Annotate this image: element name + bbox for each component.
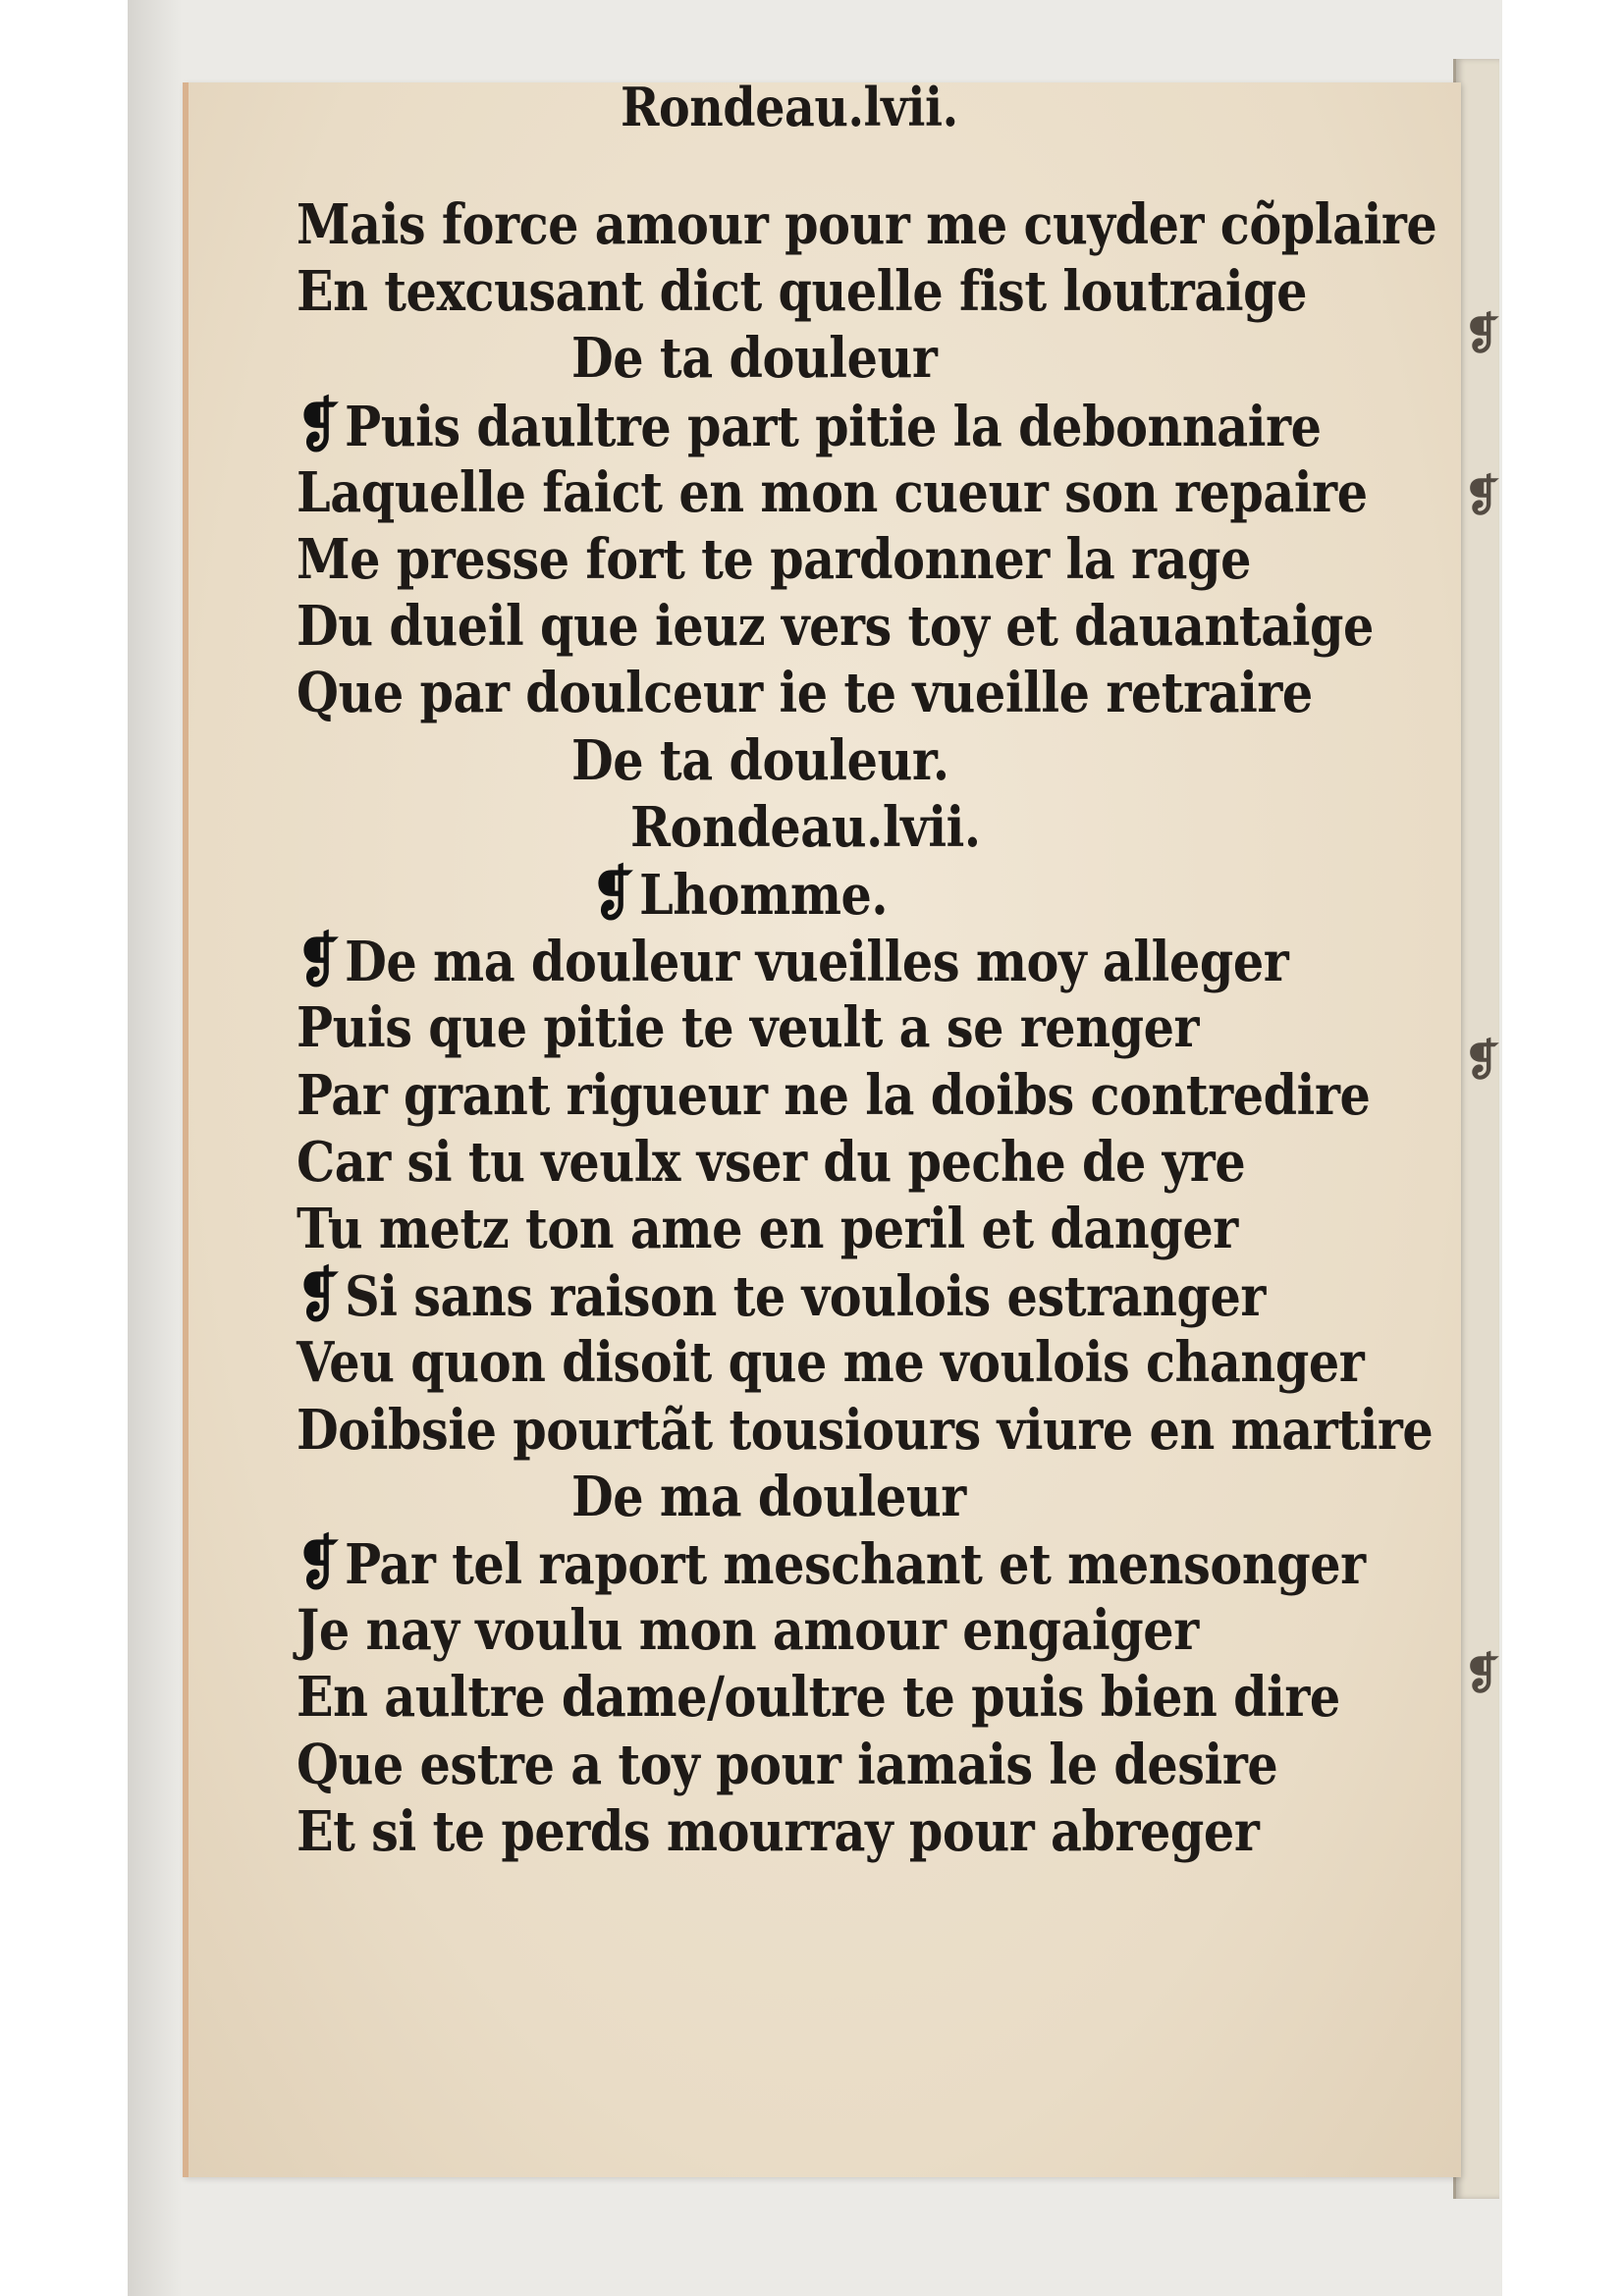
pilcrow-mark: ❡: [297, 927, 340, 996]
adjacent-page-glyph: ❡: [1464, 1036, 1500, 1086]
refrain-line: [571, 726, 949, 795]
line-text: Veu quon disoit que me voulois changer: [297, 1330, 1365, 1396]
line-text: Tu metz ton ame en peril et danger: [297, 1197, 1238, 1261]
verse-line: [297, 257, 1307, 326]
verse-line: [297, 592, 1374, 661]
line-text: Par tel raport meschant et mensonger: [345, 1532, 1366, 1597]
verse-line: [297, 1128, 1245, 1197]
verse-line: [297, 993, 1199, 1062]
verse-line: [297, 1731, 1277, 1799]
verse-line: [297, 927, 1288, 996]
line-text: Rondeau.lvii.: [630, 794, 981, 860]
verse-line: [297, 1596, 1199, 1665]
pilcrow-mark: ❡: [297, 1529, 340, 1598]
line-text: De ma douleur: [571, 1464, 966, 1529]
line-text: Me presse fort te pardonner la rage: [297, 527, 1251, 592]
verse-line: [297, 1797, 1259, 1866]
verse-line: [297, 1663, 1340, 1732]
book-page: [183, 76, 1461, 2177]
verse-line: [297, 1529, 1366, 1599]
verse-line: [297, 190, 1436, 259]
refrain-line: [571, 324, 937, 393]
running-head: Rondeau.lvii.: [621, 76, 958, 138]
line-text: Si sans raison te voulois estranger: [345, 1264, 1266, 1330]
line-text: Par grant rigueur ne la doibs contredire: [297, 1062, 1371, 1128]
line-text: De ta douleur: [571, 326, 938, 392]
refrain-line: [571, 1463, 966, 1531]
line-text: Que par doulceur ie te vueille retraire: [297, 661, 1313, 726]
verse-line: [297, 392, 1322, 461]
gutter-shadow: [128, 0, 182, 2296]
verse-line: [297, 1195, 1238, 1263]
verse-line: [297, 1396, 1433, 1465]
line-text: Je nay voulu mon amour engaiger: [297, 1598, 1199, 1664]
line-text: Lhomme.: [639, 863, 889, 928]
line-text: Doibsie pourtãt tousiours viure en martire: [297, 1397, 1434, 1463]
line-text: Puis que pitie te veult a se renger: [297, 995, 1200, 1061]
verse-line: [297, 458, 1368, 527]
line-text: Et si te perds mourray pour abreger: [297, 1798, 1260, 1864]
verse-line: [297, 525, 1251, 594]
speaker-label: [591, 860, 888, 930]
adjacent-page-glyph: ❡: [1464, 471, 1500, 521]
line-text: De ma douleur vueilles moy alleger: [345, 930, 1289, 995]
line-text: Du dueil que ieuz vers toy et dauantaige: [297, 594, 1374, 660]
line-text: Mais force amour pour me cuyder cõplaire: [297, 192, 1437, 257]
adjacent-page-glyph: ❡: [1464, 309, 1500, 359]
line-text: En texcusant dict quelle fist loutraige: [297, 259, 1308, 325]
line-text: De ta douleur.: [571, 727, 949, 793]
line-text: Laquelle faict en mon cueur son repaire: [297, 459, 1368, 525]
verse-line: [297, 659, 1313, 727]
adjacent-page-glyph: ❡: [1464, 1649, 1500, 1699]
line-text: Car si tu veulx vser du peche de yre: [297, 1129, 1246, 1195]
rondeau-heading: [630, 793, 981, 862]
line-text: Puis daultre part pitie la debonnaire: [345, 394, 1322, 459]
pilcrow-mark: ❡: [297, 1261, 340, 1331]
verse-line: [297, 1061, 1370, 1130]
pilcrow-mark: ❡: [591, 860, 634, 929]
verse-line: [297, 1328, 1364, 1397]
pilcrow-mark: ❡: [297, 391, 340, 460]
line-text: Que estre a toy pour iamais le desire: [297, 1732, 1278, 1797]
line-text: En aultre dame/oultre te puis bien dire: [297, 1665, 1340, 1731]
verse-line: [297, 1261, 1266, 1331]
